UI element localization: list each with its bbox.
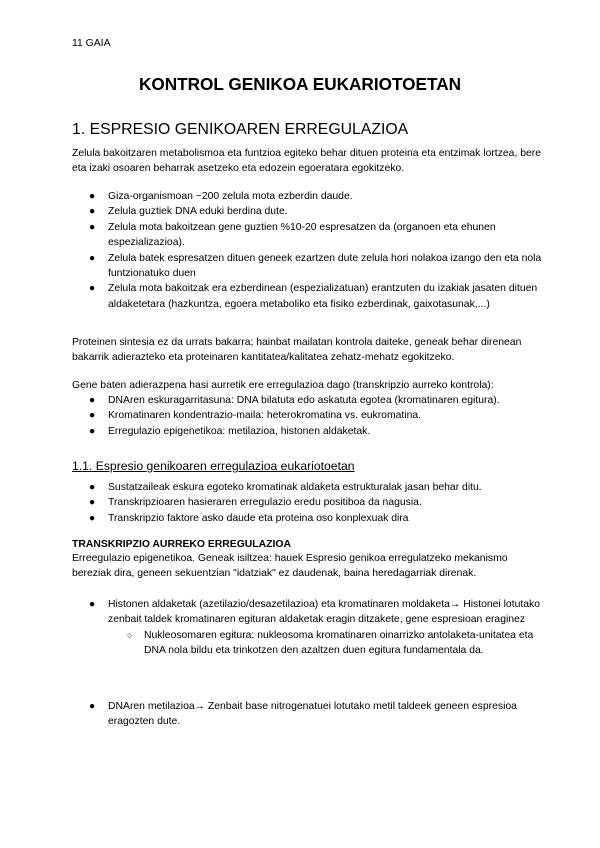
list-item: ● Sustatzaileak eskura egoteko kromatinak aldaketa estrukturalak jasan behar ditu.: [72, 480, 542, 495]
list-item: ● Kromatinaren kondentrazio-maila: heterokromatina vs. eukromatina.: [72, 408, 542, 423]
section-1-bullet-list-2: [72, 393, 542, 439]
list-item: ● Zelula mota bakoitzak era ezberdinean (espezializatuan) erantzuten du izakiak jasaten dituen aldaketetara (hazkuntza, egoera metaboliko eta fisiko ezberdinak, gaixotasunak,...): [89, 283, 538, 310]
bullet-icon: ●: [89, 512, 96, 524]
bullet-icon: ●: [89, 425, 96, 437]
sub-list-item: ○ Nukleosomaren egitura: nukleosoma kromatinaren oinarrizko antolaketa-unitatea eta DNA nola bildu eta trinkotzen den azaltzen duen egitura fundamentala da.: [127, 629, 534, 657]
transkripzio-bullet-list: [72, 597, 542, 659]
section-1-1-bullet-list: [72, 480, 542, 526]
transkripzio-intro: Erreegulazio epigenetikoa. Geneak isiltzea: hauek Espresio genikoa erregulatzeko mekanismo bereziak dira, geneen sekuentzian "idatziak" ez daudenak, baina heredagarriak direnak.: [72, 553, 508, 580]
transkripzio-bullet-list-2: [72, 699, 542, 730]
section-1-bullet-list: [72, 189, 542, 312]
list-item: ● Zelula mota bakoitzean gene guztien %10-20 espresatzen da (organoen eta ehunen espezializazioa).: [89, 221, 496, 249]
section-1-heading: 1. ESPRESIO GENIKOAREN ERREGULAZIOA: [72, 121, 409, 138]
page-header: 11 GAIA: [72, 38, 111, 49]
section-1-1-heading: 1.1. Espresio genikoaren erregulazioa eukariotoetan: [72, 459, 355, 473]
list-item: ● DNAren metilazioa→ Zenbait base nitrogenatuei lotutako metil taldeek geneen espresioa eragozten dute.: [89, 701, 517, 728]
list-item: ● Transkripzio faktore asko daude eta proteina oso konplexuak dira: [72, 511, 542, 526]
bullet-icon: ●: [89, 599, 96, 610]
list-item: ● Transkripzioaren hasieraren erregulazio eredu positiboa da nagusia.: [72, 495, 542, 510]
list-item: ● Zelula guztiek DNA eduki berdina dute.: [72, 204, 542, 219]
list-item: ● Zelula batek espresatzen dituen geneek ezartzen dute zelula hori nolakoa izango den eta nola funtzionatuko duen: [89, 252, 542, 280]
transkripzio-heading: TRANSKRIPZIO AURREKO ERREGULAZIOA: [72, 539, 291, 550]
bullet-icon: ●: [89, 283, 96, 295]
bullet-icon: ●: [89, 191, 96, 202]
list-item: ● DNAren eskuragarritasuna: DNA bilatuta edo askatuta egotea (kromatinaren egitura).: [72, 393, 542, 408]
list-item: ● Giza-organismoan ~200 zelula mota ezberdin daude.: [72, 189, 542, 204]
bullet-icon: ●: [89, 410, 96, 422]
list-item: ● Erregulazio epigenetikoa: metilazioa, histonen aldaketak.: [72, 424, 542, 439]
bullet-icon: ●: [89, 701, 96, 712]
document-title: KONTROL GENIKOA EUKARIOTOETAN: [138, 74, 462, 94]
bullet-icon: ●: [89, 395, 96, 406]
section-1-paragraph-3: Gene baten adierazpena hasi aurretik ere erregulazioa dago (transkripzio aurreko kontrola):: [72, 380, 494, 391]
list-item: ● Histonen aldaketak (azetilazio/desazetilazioa) eta kromatinaren moldaketa→ Histonei lotutako zenbait taldek kromatinaren egituran aldaketak eragin ditzakete, gene espresioan eraginez ○ Nukleosomaren egitura: nukleosoma kromatinaren oinarrizko antolaketa-unitatea eta DNA nola bildu eta trinkotzen den azaltzen duen egitura fundamentala da.: [72, 597, 542, 659]
bullet-icon: ●: [89, 221, 96, 233]
bullet-icon: ●: [89, 206, 96, 218]
bullet-icon: ●: [89, 252, 96, 264]
section-1-intro: Zelula bakoitzaren metabolismoa eta funtzioa egiteko behar dituen proteina eta entzimak lortzea, bere eta izaki osoaren beharrak asetzeko eta edozein egoeratara egokitzeko.: [72, 148, 542, 175]
hollow-bullet-icon: ○: [127, 629, 133, 640]
bullet-icon: ●: [89, 482, 96, 493]
bullet-icon: ●: [89, 497, 96, 509]
section-1-paragraph-2: Proteinen sintesia ez da urrats bakarra; hainbat mailatan kontrola daiteke, geneak behar direnean bakarrik adierazteko eta proteinaren kantitatea/kalitatea zehatz-mehatz egokitzeko.: [72, 337, 522, 364]
